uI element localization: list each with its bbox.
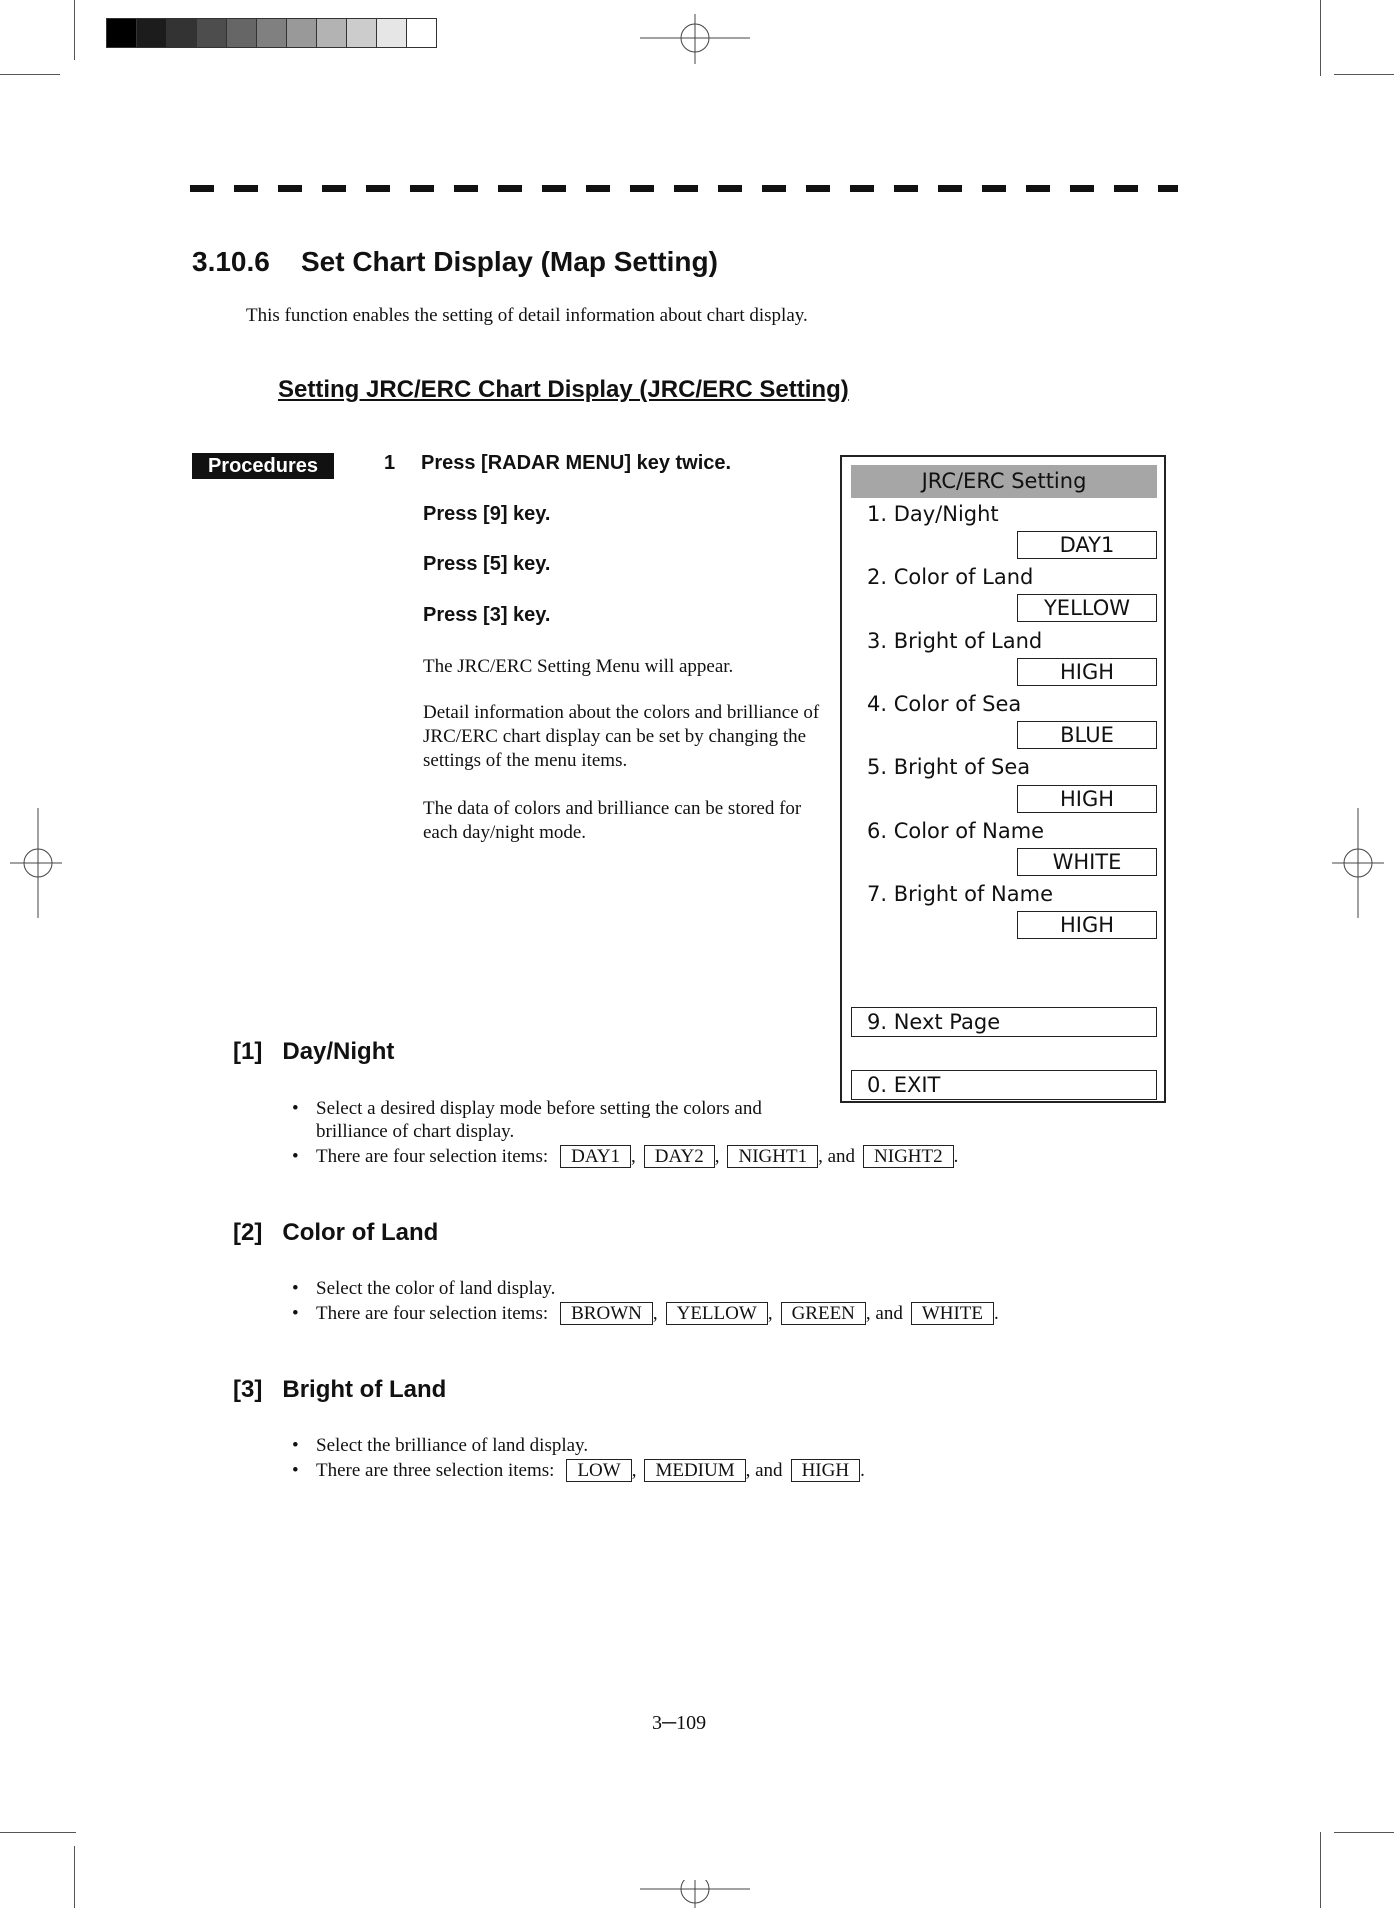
menu-item-value[interactable]: WHITE [1017, 848, 1157, 876]
bullet-item: • Select the color of land display. [292, 1278, 556, 1299]
subheading: Setting JRC/ERC Chart Display (JRC/ERC Setting) [278, 376, 849, 403]
menu-item-label: 4. Color of Sea [867, 692, 1022, 716]
menu-item-label: 3. Bright of Land [867, 629, 1043, 653]
option-box: YELLOW [666, 1302, 768, 1325]
procedures-badge: Procedures [192, 453, 334, 479]
menu-item-value[interactable]: HIGH [1017, 658, 1157, 686]
section-heading: 3.10.6 Set Chart Display (Map Setting) [192, 246, 718, 277]
intro-text: This function enables the setting of detail information about chart display. [246, 305, 808, 326]
section-day-night-title: [1] Day/Night [233, 1038, 395, 1065]
menu-item-label: 5. Bright of Sea [867, 755, 1031, 779]
registration-mark-bottom [640, 1880, 750, 1908]
menu-item-value[interactable]: YELLOW [1017, 594, 1157, 622]
dashed-rule [190, 185, 1178, 192]
step-line: Press [9] key. [423, 503, 551, 525]
section-bright-of-land-title: [3] Bright of Land [233, 1376, 447, 1403]
bullet-item: • Select the brilliance of land display. [292, 1435, 589, 1456]
bullet-item: • There are four selection items: BROWN , YELLOW , GREEN , and WHITE . [292, 1303, 999, 1324]
next-page-button[interactable]: 9. Next Page [851, 1007, 1157, 1037]
menu-item-label: 1. Day/Night [867, 502, 999, 526]
step-line: Press [RADAR MENU] key twice. [421, 452, 732, 474]
bullet-continuation: brilliance of chart display. [316, 1121, 515, 1142]
option-box: BROWN [560, 1302, 653, 1325]
step-line: Press [5] key. [423, 553, 551, 575]
option-box: WHITE [911, 1302, 994, 1325]
option-box: DAY1 [560, 1145, 631, 1168]
menu-title: JRC/ERC Setting [851, 465, 1157, 498]
paragraph: The data of colors and brilliance can be stored for each day/night mode. [423, 798, 802, 843]
section-color-of-land-title: [2] Color of Land [233, 1219, 439, 1246]
exit-button[interactable]: 0. EXIT [851, 1070, 1157, 1100]
registration-mark-right [1332, 808, 1384, 918]
registration-mark-top [640, 14, 750, 64]
option-box: NIGHT1 [727, 1145, 818, 1168]
menu-item-value[interactable]: HIGH [1017, 911, 1157, 939]
paragraph: Detail information about the colors and brilliance of JRC/ERC chart display can be set by changing the settings of the menu items. [423, 702, 820, 771]
option-box: LOW [566, 1459, 631, 1482]
menu-item-label: 2. Color of Land [867, 565, 1034, 589]
bullet-item: • There are three selection items: LOW , MEDIUM , and HIGH . [292, 1460, 865, 1481]
gray-scale-bar [106, 18, 437, 48]
option-box: HIGH [791, 1459, 861, 1482]
menu-item-value[interactable]: DAY1 [1017, 531, 1157, 559]
menu-item-value[interactable]: HIGH [1017, 785, 1157, 813]
bullet-item: • There are four selection items: DAY1 , DAY2 , NIGHT1 , and NIGHT2 . [292, 1146, 959, 1167]
menu-item-label: 7. Bright of Name [867, 882, 1054, 906]
option-box: MEDIUM [644, 1459, 745, 1482]
registration-mark-left [10, 808, 62, 918]
bullet-item: • Select a desired display mode before setting the colors and [292, 1098, 762, 1119]
page-number: 3─109 [652, 1712, 707, 1734]
step-line: Press [3] key. [423, 604, 551, 626]
menu-item-value[interactable]: BLUE [1017, 721, 1157, 749]
menu-item-label: 6. Color of Name [867, 819, 1045, 843]
option-box: DAY2 [644, 1145, 715, 1168]
option-box: NIGHT2 [863, 1145, 954, 1168]
jrc-erc-menu [840, 455, 1166, 1103]
paragraph: The JRC/ERC Setting Menu will appear. [423, 656, 734, 677]
step-number: 1 [384, 452, 396, 474]
option-box: GREEN [781, 1302, 866, 1325]
